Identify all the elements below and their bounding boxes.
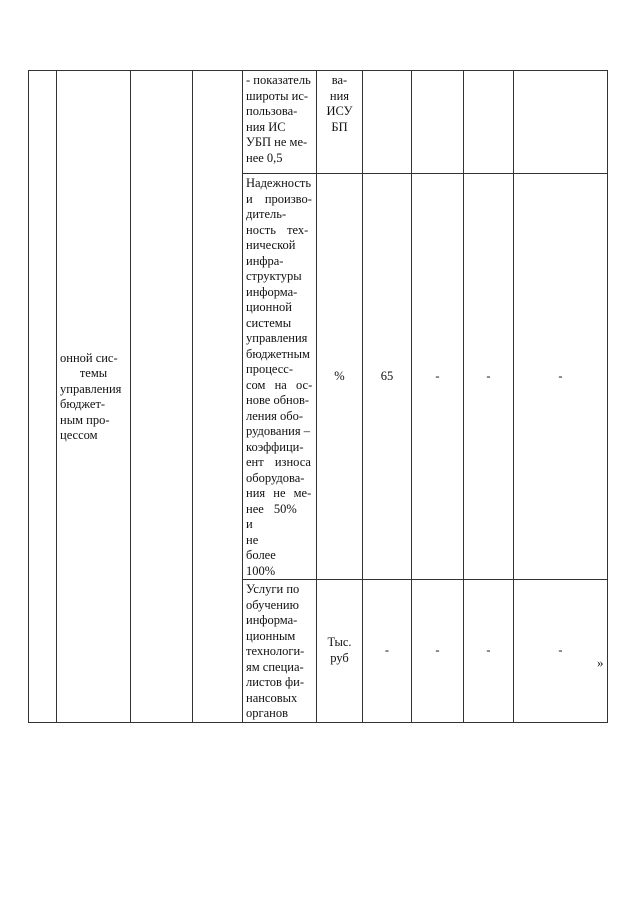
- empty-cell: [131, 71, 193, 723]
- value-cell: [412, 71, 464, 174]
- value-cell: -: [514, 174, 608, 580]
- value-cell: [514, 71, 608, 174]
- program-name-cell: [57, 71, 131, 723]
- indicator-cell: [243, 71, 317, 174]
- indicator-text: Услуги по обучению информа- ционным технологи- ям специа- листов фи- нансовых органов: [246, 582, 305, 720]
- unit-cell: %: [317, 174, 363, 580]
- value-cell: 65: [363, 174, 412, 580]
- empty-cell: [193, 71, 243, 723]
- value-cell: [464, 71, 514, 174]
- value-cell: -: [464, 580, 514, 723]
- value-cell: -: [412, 580, 464, 723]
- value-cell: -: [464, 174, 514, 580]
- closing-quote-mark: »: [597, 655, 604, 670]
- unit-text: ва- ния ИСУ БП: [326, 73, 353, 134]
- number-cell: [29, 71, 57, 723]
- unit-cell: [317, 71, 363, 174]
- program-name: онной сис- темы управления бюджет- ным про- цессом: [60, 350, 122, 443]
- indicator-text: - показатель широты ис- пользова- ния ИС УБП не ме- нее 0,5: [246, 73, 311, 165]
- value-cell: -: [412, 174, 464, 580]
- unit-cell: Тыс. руб: [317, 580, 363, 723]
- table-row: [29, 71, 608, 174]
- value-cell: [363, 71, 412, 174]
- indicator-text: Надежность и произво- дитель- ность тех- нической инфра- структуры информа- ционной системы управления бюджетным процесс- сом на ос- нове обнов- ления обо- рудования – коэффици- ент износа оборудова- ния не ме- нее 50% и не более 100%: [246, 176, 313, 578]
- indicator-cell: [243, 580, 317, 723]
- indicator-table: [28, 70, 608, 723]
- value-cell: -: [514, 580, 608, 723]
- value-cell: -: [363, 580, 412, 723]
- indicator-cell: [243, 174, 317, 580]
